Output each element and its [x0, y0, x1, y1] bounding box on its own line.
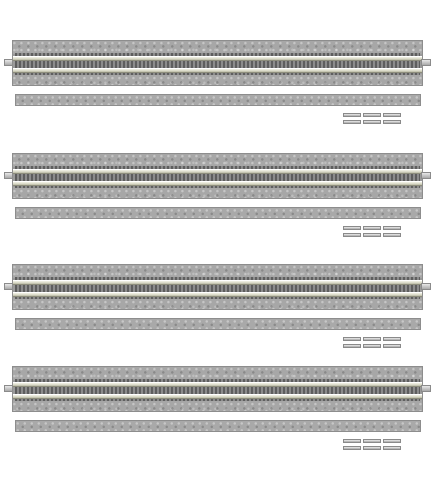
track-joiner-right: [421, 283, 431, 290]
connector-clips: [343, 226, 401, 238]
track-rail-top: [13, 56, 422, 61]
connector-clip: [363, 446, 381, 450]
base-strip: [15, 420, 421, 432]
connector-clips: [343, 439, 401, 451]
connector-clips: [343, 113, 401, 125]
connector-clip: [383, 337, 401, 341]
connector-clip: [343, 233, 361, 237]
track-rail-top: [13, 169, 422, 174]
track-set-4: [0, 366, 435, 476]
connector-clip: [383, 226, 401, 230]
connector-clip: [363, 113, 381, 117]
track-rail-bottom: [13, 68, 422, 73]
track-rail-top: [13, 280, 422, 285]
straight-track-piece: [12, 264, 423, 310]
connector-clip: [383, 120, 401, 124]
connector-clip: [343, 344, 361, 348]
base-strip: [15, 207, 421, 219]
base-strip: [15, 94, 421, 106]
connector-clip: [343, 446, 361, 450]
base-strip: [15, 318, 421, 330]
track-set-3: [0, 264, 435, 374]
connector-clip: [363, 120, 381, 124]
track-set-2: [0, 153, 435, 263]
connector-clip: [343, 439, 361, 443]
connector-clip: [383, 233, 401, 237]
track-rail-top: [13, 382, 422, 387]
straight-track-piece: [12, 153, 423, 199]
track-joiner-right: [421, 385, 431, 392]
connector-clip: [383, 113, 401, 117]
connector-clip: [343, 337, 361, 341]
connector-clip: [363, 337, 381, 341]
connector-clip: [343, 226, 361, 230]
straight-track-piece: [12, 366, 423, 412]
connector-clip: [383, 439, 401, 443]
track-rail-bottom: [13, 394, 422, 399]
connector-clip: [383, 446, 401, 450]
track-rail-bottom: [13, 181, 422, 186]
straight-track-piece: [12, 40, 423, 86]
connector-clip: [383, 344, 401, 348]
connector-clip: [363, 226, 381, 230]
connector-clip: [363, 439, 381, 443]
track-joiner-right: [421, 59, 431, 66]
connector-clips: [343, 337, 401, 349]
connector-clip: [363, 233, 381, 237]
connector-clip: [363, 344, 381, 348]
connector-clip: [343, 113, 361, 117]
track-rail-bottom: [13, 292, 422, 297]
track-joiner-right: [421, 172, 431, 179]
track-set-1: [0, 40, 435, 150]
connector-clip: [343, 120, 361, 124]
